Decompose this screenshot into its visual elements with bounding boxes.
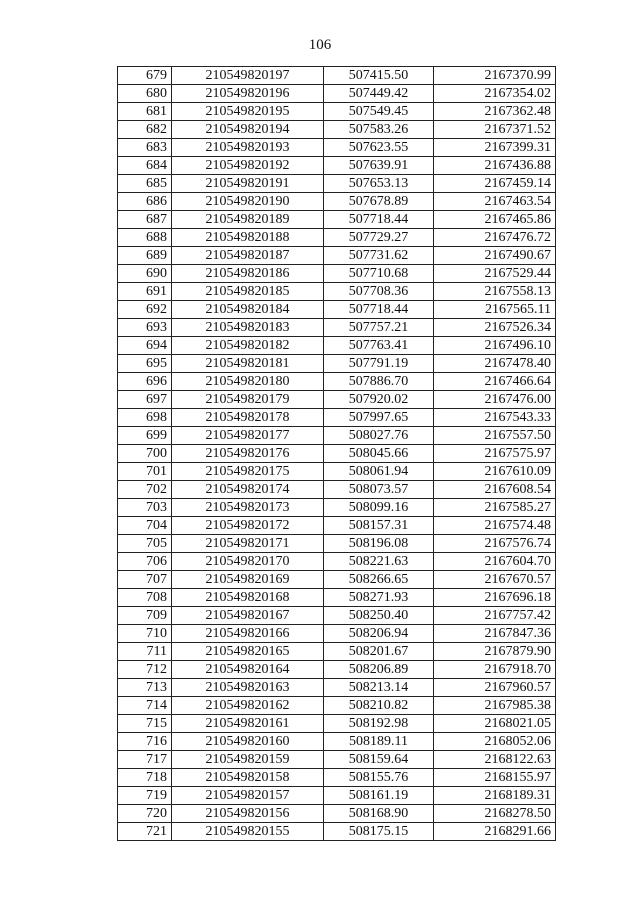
table-row [118,787,556,805]
y-coordinate-cell: 2167466.64 [434,373,556,391]
x-coordinate-cell: 508221.63 [324,553,434,571]
x-coordinate-cell: 507710.68 [324,265,434,283]
row-number-cell: 695 [118,355,172,373]
row-number-cell: 703 [118,499,172,517]
row-number-cell: 702 [118,481,172,499]
x-coordinate-cell: 508073.57 [324,481,434,499]
y-coordinate-cell: 2167585.27 [434,499,556,517]
x-coordinate-cell: 507639.91 [324,157,434,175]
point-id-cell: 210549820156 [172,805,324,823]
row-number-cell: 687 [118,211,172,229]
y-coordinate-cell: 2167960.57 [434,679,556,697]
x-coordinate-cell: 507415.50 [324,67,434,85]
y-coordinate-cell: 2168291.66 [434,823,556,841]
y-coordinate-cell: 2167362.48 [434,103,556,121]
point-id-cell: 210549820170 [172,553,324,571]
y-coordinate-cell: 2167557.50 [434,427,556,445]
x-coordinate-cell: 508213.14 [324,679,434,697]
x-coordinate-cell: 507920.02 [324,391,434,409]
x-coordinate-cell: 508201.67 [324,643,434,661]
table-row [118,553,556,571]
x-coordinate-cell: 508045.66 [324,445,434,463]
x-coordinate-cell: 508099.16 [324,499,434,517]
x-coordinate-cell: 507757.21 [324,319,434,337]
point-id-cell: 210549820192 [172,157,324,175]
row-number-cell: 689 [118,247,172,265]
table-row [118,625,556,643]
table-row [118,229,556,247]
row-number-cell: 712 [118,661,172,679]
x-coordinate-cell: 507623.55 [324,139,434,157]
table-row [118,805,556,823]
table-row [118,157,556,175]
table-row [118,589,556,607]
row-number-cell: 698 [118,409,172,427]
y-coordinate-cell: 2167604.70 [434,553,556,571]
table-row [118,499,556,517]
y-coordinate-cell: 2168021.05 [434,715,556,733]
coordinates-table-body [118,67,556,841]
table-row [118,823,556,841]
table-row [118,193,556,211]
table-row [118,283,556,301]
row-number-cell: 720 [118,805,172,823]
table-row [118,265,556,283]
x-coordinate-cell: 508157.31 [324,517,434,535]
y-coordinate-cell: 2167465.86 [434,211,556,229]
point-id-cell: 210549820177 [172,427,324,445]
row-number-cell: 718 [118,769,172,787]
x-coordinate-cell: 508175.15 [324,823,434,841]
row-number-cell: 692 [118,301,172,319]
row-number-cell: 715 [118,715,172,733]
table-row [118,445,556,463]
x-coordinate-cell: 507549.45 [324,103,434,121]
y-coordinate-cell: 2167478.40 [434,355,556,373]
point-id-cell: 210549820194 [172,121,324,139]
point-id-cell: 210549820158 [172,769,324,787]
row-number-cell: 708 [118,589,172,607]
point-id-cell: 210549820164 [172,661,324,679]
y-coordinate-cell: 2168052.06 [434,733,556,751]
table-row [118,751,556,769]
x-coordinate-cell: 507791.19 [324,355,434,373]
x-coordinate-cell: 507886.70 [324,373,434,391]
row-number-cell: 685 [118,175,172,193]
x-coordinate-cell: 507763.41 [324,337,434,355]
x-coordinate-cell: 508210.82 [324,697,434,715]
table-row [118,427,556,445]
y-coordinate-cell: 2168189.31 [434,787,556,805]
table-row [118,643,556,661]
point-id-cell: 210549820182 [172,337,324,355]
point-id-cell: 210549820185 [172,283,324,301]
table-row [118,517,556,535]
y-coordinate-cell: 2167371.52 [434,121,556,139]
row-number-cell: 705 [118,535,172,553]
y-coordinate-cell: 2167476.72 [434,229,556,247]
row-number-cell: 719 [118,787,172,805]
y-coordinate-cell: 2167565.11 [434,301,556,319]
y-coordinate-cell: 2167543.33 [434,409,556,427]
x-coordinate-cell: 507718.44 [324,211,434,229]
row-number-cell: 714 [118,697,172,715]
y-coordinate-cell: 2167918.70 [434,661,556,679]
point-id-cell: 210549820159 [172,751,324,769]
table-row [118,67,556,85]
point-id-cell: 210549820175 [172,463,324,481]
coordinates-table [117,66,556,841]
x-coordinate-cell: 507708.36 [324,283,434,301]
row-number-cell: 694 [118,337,172,355]
x-coordinate-cell: 508266.65 [324,571,434,589]
y-coordinate-cell: 2168155.97 [434,769,556,787]
x-coordinate-cell: 507718.44 [324,301,434,319]
x-coordinate-cell: 508196.08 [324,535,434,553]
y-coordinate-cell: 2167985.38 [434,697,556,715]
y-coordinate-cell: 2168122.63 [434,751,556,769]
x-coordinate-cell: 508159.64 [324,751,434,769]
x-coordinate-cell: 508250.40 [324,607,434,625]
row-number-cell: 721 [118,823,172,841]
table-row [118,733,556,751]
row-number-cell: 697 [118,391,172,409]
row-number-cell: 686 [118,193,172,211]
point-id-cell: 210549820184 [172,301,324,319]
y-coordinate-cell: 2167575.97 [434,445,556,463]
x-coordinate-cell: 507583.26 [324,121,434,139]
table-row [118,139,556,157]
point-id-cell: 210549820188 [172,229,324,247]
x-coordinate-cell: 507729.27 [324,229,434,247]
table-row [118,175,556,193]
x-coordinate-cell: 507449.42 [324,85,434,103]
x-coordinate-cell: 508189.11 [324,733,434,751]
row-number-cell: 681 [118,103,172,121]
row-number-cell: 696 [118,373,172,391]
row-number-cell: 701 [118,463,172,481]
x-coordinate-cell: 508061.94 [324,463,434,481]
table-row [118,85,556,103]
row-number-cell: 682 [118,121,172,139]
y-coordinate-cell: 2167463.54 [434,193,556,211]
point-id-cell: 210549820176 [172,445,324,463]
x-coordinate-cell: 508206.94 [324,625,434,643]
point-id-cell: 210549820180 [172,373,324,391]
point-id-cell: 210549820157 [172,787,324,805]
y-coordinate-cell: 2167459.14 [434,175,556,193]
point-id-cell: 210549820162 [172,697,324,715]
point-id-cell: 210549820193 [172,139,324,157]
row-number-cell: 713 [118,679,172,697]
table-row [118,697,556,715]
y-coordinate-cell: 2167574.48 [434,517,556,535]
row-number-cell: 711 [118,643,172,661]
y-coordinate-cell: 2167757.42 [434,607,556,625]
row-number-cell: 700 [118,445,172,463]
y-coordinate-cell: 2167370.99 [434,67,556,85]
table-row [118,409,556,427]
point-id-cell: 210549820187 [172,247,324,265]
row-number-cell: 690 [118,265,172,283]
point-id-cell: 210549820189 [172,211,324,229]
table-row [118,391,556,409]
row-number-cell: 710 [118,625,172,643]
x-coordinate-cell: 508027.76 [324,427,434,445]
table-row [118,355,556,373]
x-coordinate-cell: 508192.98 [324,715,434,733]
point-id-cell: 210549820181 [172,355,324,373]
table-row [118,211,556,229]
row-number-cell: 704 [118,517,172,535]
x-coordinate-cell: 507731.62 [324,247,434,265]
table-row [118,373,556,391]
row-number-cell: 707 [118,571,172,589]
row-number-cell: 679 [118,67,172,85]
row-number-cell: 716 [118,733,172,751]
row-number-cell: 699 [118,427,172,445]
y-coordinate-cell: 2167558.13 [434,283,556,301]
table-row [118,679,556,697]
row-number-cell: 717 [118,751,172,769]
x-coordinate-cell: 508271.93 [324,589,434,607]
point-id-cell: 210549820174 [172,481,324,499]
point-id-cell: 210549820195 [172,103,324,121]
row-number-cell: 709 [118,607,172,625]
row-number-cell: 680 [118,85,172,103]
row-number-cell: 693 [118,319,172,337]
x-coordinate-cell: 507997.65 [324,409,434,427]
point-id-cell: 210549820196 [172,85,324,103]
row-number-cell: 706 [118,553,172,571]
point-id-cell: 210549820165 [172,643,324,661]
y-coordinate-cell: 2167696.18 [434,589,556,607]
y-coordinate-cell: 2167436.88 [434,157,556,175]
x-coordinate-cell: 508161.19 [324,787,434,805]
x-coordinate-cell: 508206.89 [324,661,434,679]
point-id-cell: 210549820160 [172,733,324,751]
y-coordinate-cell: 2167847.36 [434,625,556,643]
y-coordinate-cell: 2167526.34 [434,319,556,337]
point-id-cell: 210549820167 [172,607,324,625]
point-id-cell: 210549820168 [172,589,324,607]
table-row [118,463,556,481]
table-row [118,535,556,553]
point-id-cell: 210549820197 [172,67,324,85]
table-row [118,769,556,787]
point-id-cell: 210549820178 [172,409,324,427]
x-coordinate-cell: 508168.90 [324,805,434,823]
point-id-cell: 210549820186 [172,265,324,283]
point-id-cell: 210549820166 [172,625,324,643]
point-id-cell: 210549820183 [172,319,324,337]
point-id-cell: 210549820169 [172,571,324,589]
table-row [118,661,556,679]
point-id-cell: 210549820155 [172,823,324,841]
y-coordinate-cell: 2167399.31 [434,139,556,157]
point-id-cell: 210549820191 [172,175,324,193]
point-id-cell: 210549820171 [172,535,324,553]
row-number-cell: 684 [118,157,172,175]
table-row [118,121,556,139]
point-id-cell: 210549820179 [172,391,324,409]
table-row [118,715,556,733]
y-coordinate-cell: 2168278.50 [434,805,556,823]
table-row [118,571,556,589]
y-coordinate-cell: 2167496.10 [434,337,556,355]
point-id-cell: 210549820173 [172,499,324,517]
table-row [118,301,556,319]
row-number-cell: 688 [118,229,172,247]
x-coordinate-cell: 507678.89 [324,193,434,211]
row-number-cell: 691 [118,283,172,301]
y-coordinate-cell: 2167490.67 [434,247,556,265]
x-coordinate-cell: 508155.76 [324,769,434,787]
table-row [118,319,556,337]
point-id-cell: 210549820172 [172,517,324,535]
point-id-cell: 210549820190 [172,193,324,211]
y-coordinate-cell: 2167576.74 [434,535,556,553]
row-number-cell: 683 [118,139,172,157]
point-id-cell: 210549820163 [172,679,324,697]
x-coordinate-cell: 507653.13 [324,175,434,193]
y-coordinate-cell: 2167529.44 [434,265,556,283]
table-row [118,481,556,499]
y-coordinate-cell: 2167879.90 [434,643,556,661]
table-row [118,103,556,121]
table-row [118,337,556,355]
page-number: 106 [308,37,332,53]
y-coordinate-cell: 2167608.54 [434,481,556,499]
y-coordinate-cell: 2167354.02 [434,85,556,103]
table-row [118,607,556,625]
y-coordinate-cell: 2167670.57 [434,571,556,589]
point-id-cell: 210549820161 [172,715,324,733]
y-coordinate-cell: 2167610.09 [434,463,556,481]
y-coordinate-cell: 2167476.00 [434,391,556,409]
table-row [118,247,556,265]
